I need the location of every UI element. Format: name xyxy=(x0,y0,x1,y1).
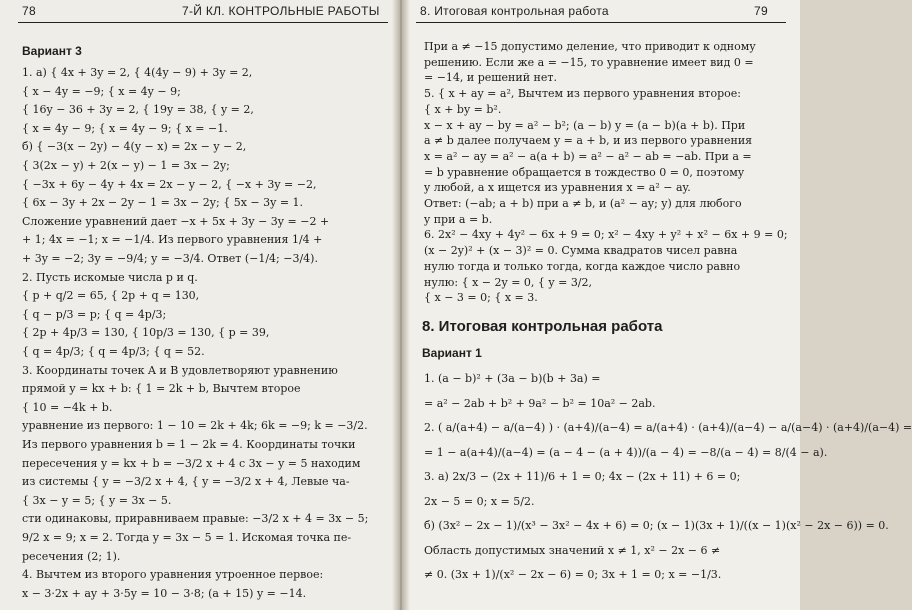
text-line: При a ≠ −15 допустимо деление, что приводит к одному xyxy=(424,40,756,53)
text-line: { x = 4y − 9; { x = 4y − 9; { x = −1. xyxy=(22,121,228,135)
left-page-number: 78 xyxy=(22,4,36,18)
text-line: { q − p/3 = p; { q = 4p/3; xyxy=(22,307,167,321)
right-running-head: 8. Итоговая контрольная работа xyxy=(420,4,609,18)
text-line: 1. (a − b)² + (3a − b)(b + 3a) = xyxy=(424,372,601,385)
text-line: = −14, и решений нет. xyxy=(424,71,557,85)
text-line: { x − 3 = 0; { x = 3. xyxy=(424,291,538,305)
text-line: нулю тогда и только тогда, когда каждое число равно xyxy=(424,259,741,273)
text-line: a ≠ b далее получаем y = a + b, и из первого уравнения xyxy=(424,134,753,148)
text-line: 3. а) 2x/3 − (2x + 11)/6 + 1 = 0; 4x − (2x + 11) + 6 = 0; xyxy=(424,470,741,483)
left-running-head: 7-Й КЛ. КОНТРОЛЬНЫЕ РАБОТЫ xyxy=(182,4,380,18)
text-line: { 10 = −4k + b. xyxy=(22,400,113,414)
text-line: { 16y − 36 + 3y = 2, { 19y = 38, { y = 2, xyxy=(22,103,254,117)
text-line: y при a = b. xyxy=(424,212,493,226)
text-line: { −3x + 6y − 4y + 4x = 2x − y − 2, { −x + 3y = −2, xyxy=(22,177,317,191)
text-line: Область допустимых значений x ≠ 1, x² − 2x − 6 ≠ xyxy=(424,543,721,557)
text-line: { x + by = b². xyxy=(424,102,502,116)
text-line: 2. Пусть искомые числа p и q. xyxy=(22,270,198,284)
text-line: прямой y = kx + b: { 1 = 2k + b, Вычтем второе xyxy=(22,382,301,396)
right-variant-heading: Вариант 1 xyxy=(422,346,482,360)
text-line: пересечения y = kx + b = −3/2 x + 4 с 3x − y = 5 находим xyxy=(22,456,361,470)
text-line: x = a² − ay = a² − a(a + b) = a² − a² − ab = −ab. При a = xyxy=(424,149,752,163)
text-line: x − x + ay − by = a² − b²; (a − b) y = (a − b)(a + b). При xyxy=(424,118,746,132)
text-line: 3. Координаты точек A и B удовлетворяют уравнению xyxy=(22,363,338,377)
text-line: { 2p + 4p/3 = 130, { 10p/3 = 130, { p = 39, xyxy=(22,326,270,340)
text-line: 2x − 5 = 0; x = 5/2. xyxy=(424,494,535,508)
text-line: { 6x − 3y + 2x − 2y − 1 = 3x − 2y; { 5x − 3y = 1. xyxy=(22,196,304,210)
text-line: { q = 4p/3; { q = 4p/3; { q = 52. xyxy=(22,345,205,358)
text-line: { x − 4y = −9; { x = 4y − 9; xyxy=(22,84,181,98)
left-variant-heading: Вариант 3 xyxy=(22,44,82,58)
text-line: 2. ( a/(a+4) − a/(a−4) ) · (a+4)/(a−4) = a/(a+4) · (a+4)/(a−4) − a/(a−4) · (a+4)/(a−4) = xyxy=(424,421,912,434)
text-line: { 3x − y = 5; { y = 3x − 5. xyxy=(22,493,172,507)
text-line: 9/2 x = 9; x = 2. Тогда y = 3x − 5 = 1. Искомая точка пе- xyxy=(22,531,352,544)
left-header-rule xyxy=(18,22,388,23)
text-line: = a² − 2ab + b² + 9a² − b² = 10a² − 2ab. xyxy=(424,396,656,410)
text-line: = b уравнение обращается в тождество 0 = 0, поэтому xyxy=(424,165,745,179)
text-line: { 3(2x − y) + 2(x − y) − 1 = 3x − 2y; xyxy=(22,159,230,172)
left-page xyxy=(0,0,398,610)
section-title: 8. Итоговая контрольная работа xyxy=(422,318,663,335)
right-header-rule xyxy=(416,22,786,23)
text-line: + 3y = −2; 3y = −9/4; y = −3/4. Ответ (−1/4; −3/4). xyxy=(22,252,318,265)
text-line: Ответ: (−ab; a + b) при a ≠ b, и (a² − ay; y) для любого xyxy=(424,197,742,210)
text-line: 1. а) { 4x + 3y = 2, { 4(4y − 9) + 3y = 2, xyxy=(22,66,253,79)
text-line: из системы { y = −3/2 x + 4, { y = −3/2 x + 4, Левые ча- xyxy=(22,475,350,489)
text-line: { p + q/2 = 65, { 2p + q = 130, xyxy=(22,289,200,303)
text-line: ресечения (2; 1). xyxy=(22,549,121,563)
text-line: 6. 2x² − 4xy + 4y² − 6x + 9 = 0; x² − 4xy + y² + x² − 6x + 9 = 0; xyxy=(424,228,788,242)
text-line: ≠ 0. (3x + 1)/(x² − 2x − 6) = 0; 3x + 1 = 0; x = −1/3. xyxy=(424,568,722,581)
text-line: нулю: { x − 2y = 0, { y = 3/2, xyxy=(424,275,593,289)
text-line: Сложение уравнений дает −x + 5x + 3y − 3y = −2 + xyxy=(22,214,330,228)
text-line: y любой, а x ищется из уравнения x = a² − ay. xyxy=(424,181,691,195)
right-page-number: 79 xyxy=(754,4,768,18)
text-line: решению. Если же a = −15, то уравнение имеет вид 0 = xyxy=(424,55,754,69)
text-line: 4. Вычтем из второго уравнения утроенное первое: xyxy=(22,568,324,582)
text-line: x − 3·2x + ay + 3·5y = 10 − 3·8; (a + 15) y = −14. xyxy=(22,586,307,600)
text-line: (x − 2y)² + (x − 3)² = 0. Сумма квадратов чисел равна xyxy=(424,244,738,258)
right-page xyxy=(402,0,912,610)
text-line: Из первого уравнения b = 1 − 2k = 4. Координаты точки xyxy=(22,438,356,451)
text-line: = 1 − a(a+4)/(a−4) = (a − 4 − (a + 4))/(a − 4) = −8/(a − 4) = 8/(4 − a). xyxy=(424,445,828,459)
text-line: 5. { x + ay = a², Вычтем из первого уравнения второе: xyxy=(424,87,741,101)
book-gutter xyxy=(392,0,410,610)
text-line: б) { −3(x − 2y) − 4(y − x) = 2x − y − 2, xyxy=(22,140,247,154)
text-line: уравнение из первого: 1 − 10 = 2k + 4k; 6k = −9; k = −3/2. xyxy=(22,419,368,433)
text-line: сти одинаковы, приравниваем правые: −3/2 x + 4 = 3x − 5; xyxy=(22,512,369,526)
text-line: + 1; 4x = −1; x = −1/4. Из первого уравнения 1/4 + xyxy=(22,233,323,247)
text-line: б) (3x² − 2x − 1)/(x³ − 3x² − 4x + 6) = 0; (x − 1)(3x + 1)/((x − 1)(x² − 2x − 6)) = 0. xyxy=(424,519,889,532)
